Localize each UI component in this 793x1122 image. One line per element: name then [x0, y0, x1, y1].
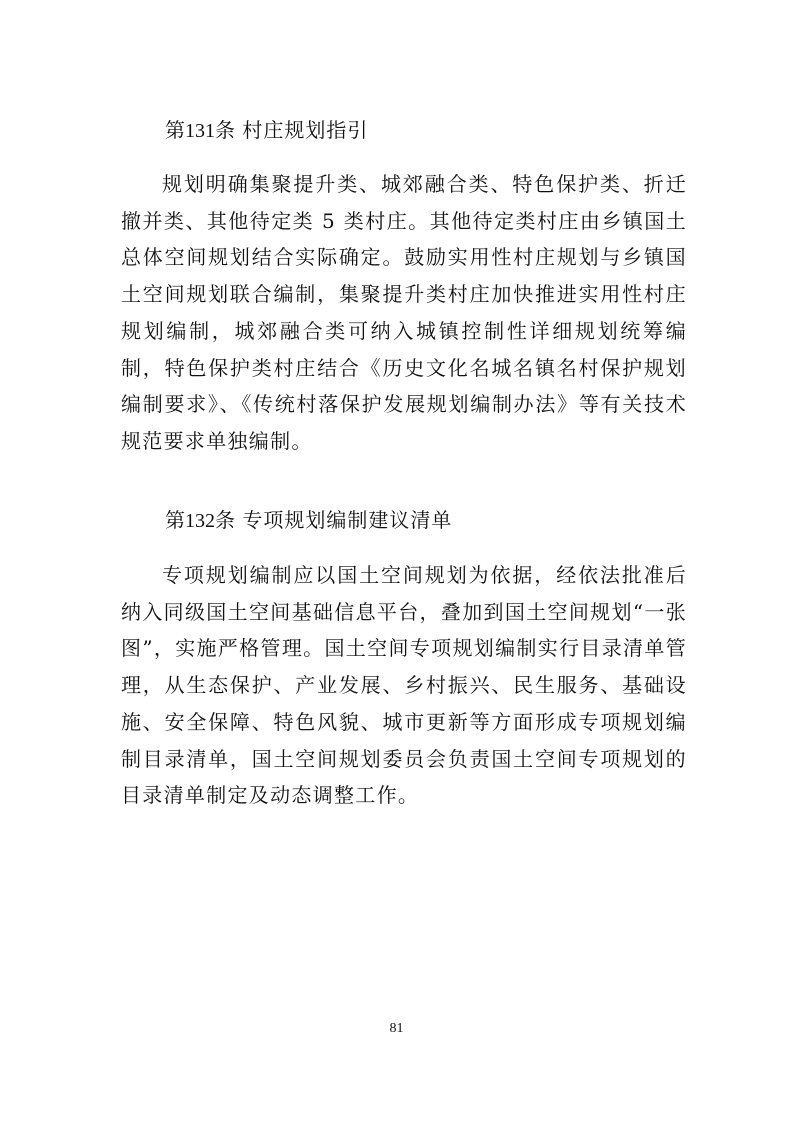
article-132-heading	[165, 505, 452, 536]
page-number: 81	[389, 1021, 404, 1036]
article-131-title: 村庄规划指引	[242, 118, 369, 142]
article-131-heading	[165, 115, 368, 146]
article-132-body: 专项规划编制应以国土空间规划为依据，经依法批准后纳入同级国土空间基础信息平台，叠加到国土空间规划“一张图”，实施严格管理。国土空间专项规划编制实行目录清单管理，从生态保护、产业发展、乡村振兴、民生服务、基础设施、安全保障、特色风貌、城市更新等方面形成专项规划编制目录清单，国土空间规划委员会负责国土空间专项规划的目录清单制定及动态调整工作。	[121, 563, 687, 808]
article-131-body: 规划明确集聚提升类、城郊融合类、特色保护类、折迁撤并类、其他待定类 5 类村庄。其他待定类村庄由乡镇国土总体空间规划结合实际确定。鼓励实用性村庄规划与乡镇国土空间规划联合编制，集聚提升类村庄加快推进实用性村庄规划编制，城郊融合类可纳入城镇控制性详细规划统筹编制，特色保护类村庄结合《历史文化名城名镇名村保护规划编制要求》、《传统村落保护发展规划编制办法》等有关技术规范要求单独编制。	[121, 172, 687, 453]
article-131-number: 第131条	[165, 120, 235, 142]
article-132-title: 专项规划编制建议清单	[242, 508, 453, 532]
article-132-number: 第132条	[165, 510, 235, 532]
